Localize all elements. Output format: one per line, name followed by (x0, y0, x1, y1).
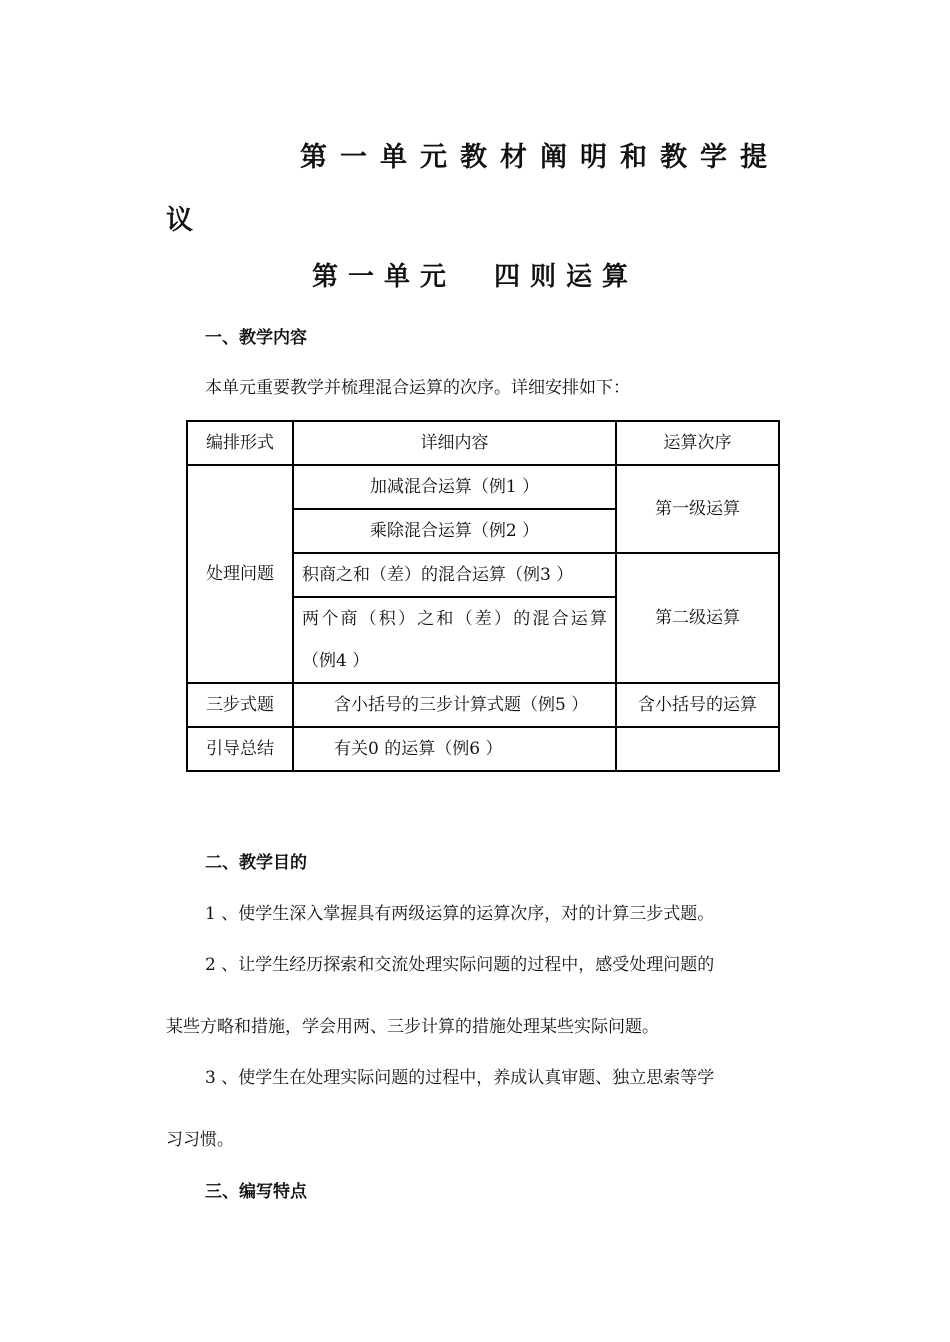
objective-item-1: 1 、使学生深入掌握具有两级运算的运算次序，对的计算三步式题。 (205, 904, 715, 924)
table-cell-form: 三步式题 (187, 683, 293, 727)
table-header-cell: 详细内容 (293, 421, 616, 465)
objective-item-3-line-1: 3 、使学生在处理实际问题的过程中，养成认真审题、独立思索等学 (205, 1068, 715, 1088)
arrangement-table (186, 420, 780, 772)
table-cell-form: 引导总结 (187, 727, 293, 771)
table-cell-content: 积商之和（差）的混合运算（例3 ） (293, 553, 616, 597)
section-1-heading: 一、教学内容 (205, 328, 307, 348)
table-cell-order: 含小括号的运算 (616, 683, 779, 727)
table-cell-content: 乘除混合运算（例2 ） (293, 509, 616, 553)
table-cell-content: 有关0 的运算（例6 ） (293, 727, 616, 771)
objective-item-2-line-2: 某些方略和措施，学会用两、三步计算的措施处理某些实际问题。 (166, 1017, 659, 1037)
table-cell-order: 第二级运算 (616, 553, 779, 683)
table-row (187, 727, 779, 771)
table-cell-form: 处理问题 (187, 465, 293, 683)
objective-item-3-line-2: 习习惯。 (166, 1130, 234, 1150)
section-2-heading: 二、教学目的 (205, 853, 307, 873)
table-cell-content: 含小括号的三步计算式题（例5 ） (293, 683, 616, 727)
document-title-line-2: 议 (166, 205, 193, 236)
unit-subtitle: 第一单元 四则运算 (311, 262, 639, 292)
table-header-row (187, 421, 779, 465)
table-cell-content: 两个商（积）之和（差）的混合运算（例4 ） (293, 597, 616, 683)
table-cell-order: 第一级运算 (616, 465, 779, 553)
document-title-line-1: 第一单元教材阐明和教学提 (300, 142, 780, 173)
table-header-cell: 编排形式 (187, 421, 293, 465)
table-row (187, 465, 779, 509)
objective-item-2-line-1: 2 、让学生经历探索和交流处理实际问题的过程中，感受处理问题的 (205, 955, 715, 975)
table-row (187, 683, 779, 727)
section-3-heading: 三、编写特点 (205, 1182, 307, 1202)
table-cell-order (616, 727, 779, 771)
section-1-intro: 本单元重要教学并梳理混合运算的次序。详细安排如下： (205, 378, 630, 398)
table-cell-content: 加减混合运算（例1 ） (293, 465, 616, 509)
table-header-cell: 运算次序 (616, 421, 779, 465)
